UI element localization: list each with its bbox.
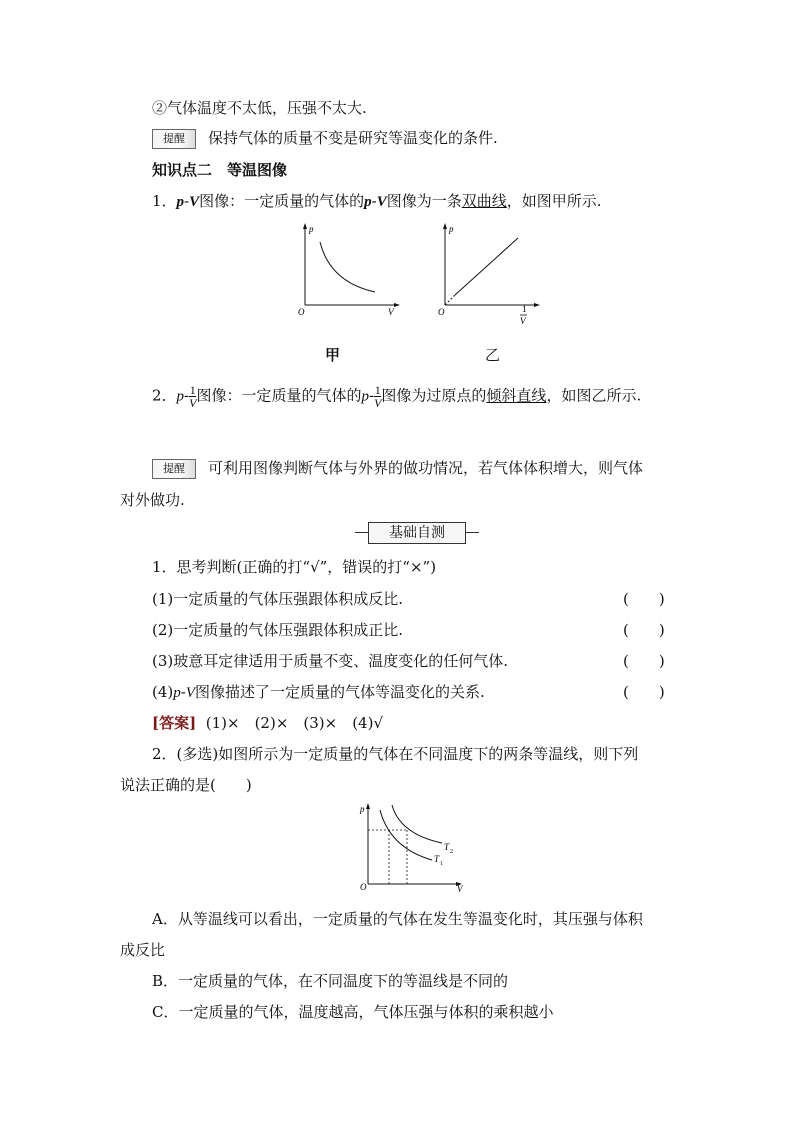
tip-1 [152, 128, 498, 149]
dash: - [184, 192, 190, 210]
answer-paren-3[interactable]: ( ) [623, 652, 665, 670]
axis-label-p: p [309, 224, 314, 234]
point-1-number: 1． [152, 192, 177, 210]
dash: - [184, 386, 190, 405]
section-header: 基础自测 [368, 522, 466, 544]
axis-label-p: p [360, 804, 365, 814]
question-1-2: (2)一定质量的气体压强跟体积成正比. [152, 621, 404, 639]
question-1: 1．思考判断(正确的打“√”，错误的打“×”) [152, 558, 437, 576]
underlined-term: 倾斜直线 [486, 386, 547, 405]
graph-jia [290, 220, 410, 320]
answer-paren-4[interactable]: ( ) [623, 683, 665, 701]
graph-isotherms [352, 800, 472, 895]
frac-den: V [189, 396, 197, 410]
origin-label: O [298, 307, 305, 317]
text: 图像为一条 [386, 192, 462, 210]
graph-yi [430, 220, 550, 330]
tip-badge: 提醒 [152, 129, 196, 149]
var-p: p [361, 388, 369, 405]
curve-label-t2: T [444, 842, 450, 852]
var-v: V [376, 194, 387, 210]
var-p: p [176, 194, 185, 210]
text: ，如图甲所示. [506, 192, 602, 210]
var-p: p [176, 388, 185, 405]
text: ，如图乙所示. [546, 386, 642, 405]
tip-2-text: 可利用图像判断气体与外界的做功情况，若气体体积增大，则气体 [208, 459, 644, 477]
axis-label-p: p [449, 224, 454, 234]
option-b[interactable]: B．一定质量的气体，在不同温度下的等温线是不同的 [152, 972, 509, 990]
tip-2-cont: 对外做功. [120, 491, 185, 509]
text: 图像为过原点的 [381, 386, 487, 405]
fig-label-jia: 甲 [325, 346, 341, 364]
question-1-1: (1)一定质量的气体压强跟体积成反比. [152, 590, 404, 608]
axis-label-v: V [388, 307, 394, 317]
frac-den: V [374, 396, 382, 410]
axis-label-v: V [457, 884, 463, 894]
frac-num: 1 [189, 383, 196, 397]
tip-2 [152, 458, 643, 479]
option-c[interactable]: C．一定质量的气体，温度越高，气体压强与体积的乘积越小 [152, 1003, 554, 1021]
curve-label-t2-sub: 2 [450, 849, 453, 855]
text: 图像：一定质量的气体的 [196, 386, 362, 405]
origin-label: O [438, 307, 445, 317]
dash: - [180, 683, 186, 701]
point-1 [152, 191, 602, 212]
frac-num: 1 [374, 383, 381, 397]
axis-frac-num: 1 [522, 304, 527, 314]
point-2-number: 2． [152, 386, 177, 405]
underlined-term: 双曲线 [461, 192, 507, 210]
var-p: p [364, 194, 372, 210]
text: 图像：一定质量的气体的 [199, 192, 365, 210]
curve-label-t1: T [434, 854, 440, 864]
option-a-cont: 成反比 [120, 941, 166, 959]
question-2: 2．(多选)如图所示为一定质量的气体在不同温度下的两条等温线，则下列 [152, 745, 639, 763]
origin-label: O [360, 882, 367, 892]
var-v: V [185, 685, 195, 701]
text: 图像描述了一定质量的气体等温变化的关系. [195, 683, 485, 701]
tip-1-text: 保持气体的质量不变是研究等温变化的条件. [208, 129, 498, 147]
answer-label: [答案] [152, 714, 197, 732]
answer-paren-2[interactable]: ( ) [623, 621, 665, 639]
dash: - [371, 192, 377, 210]
answer-paren-1[interactable]: ( ) [623, 590, 665, 608]
knowledge-point-2-title: 知识点二 等温图像 [152, 161, 288, 179]
tip-badge: 提醒 [152, 459, 196, 479]
point-2 [152, 384, 641, 409]
curve-label-t1-sub: 1 [440, 861, 443, 867]
var-v: V [189, 194, 200, 210]
answer-text: (1)× (2)× (3)× (4)√ [205, 714, 384, 732]
text: (4) [152, 683, 174, 701]
option-a[interactable]: A．从等温线可以看出，一定质量的气体在发生等温变化时，其压强与体积 [152, 910, 643, 928]
axis-frac-den: V [520, 316, 526, 326]
dash: - [368, 386, 375, 405]
question-2-cont: 说法正确的是( ) [120, 776, 252, 794]
line-condition: ②气体温度不太低，压强不太大. [152, 99, 367, 117]
question-1-3: (3)玻意耳定律适用于质量不变、温度变化的任何气体. [152, 652, 509, 670]
var-p: p [173, 685, 181, 701]
fig-label-yi: 乙 [485, 346, 501, 364]
answer-line [152, 713, 383, 733]
question-1-4 [152, 682, 485, 703]
